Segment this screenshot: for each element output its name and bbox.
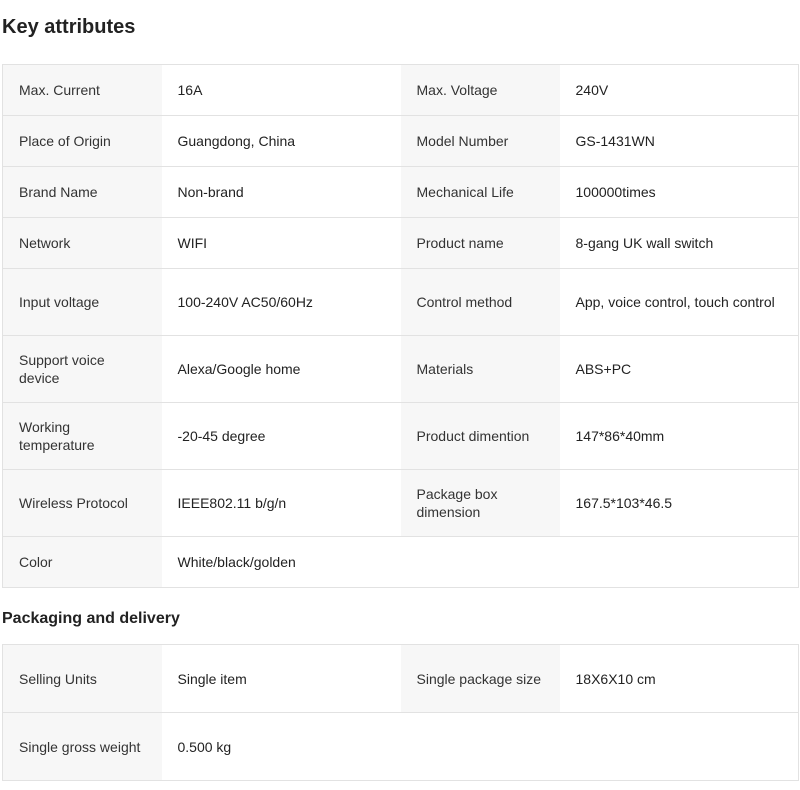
table-row	[3, 403, 799, 470]
attribute-label: Product name	[401, 218, 560, 269]
table-row	[3, 116, 799, 167]
attribute-label: Max. Voltage	[401, 65, 560, 116]
table-row	[3, 336, 799, 403]
table-row	[3, 167, 799, 218]
key-attributes-table	[2, 64, 799, 588]
attribute-value: Guangdong, China	[162, 116, 401, 167]
table-row	[3, 537, 799, 588]
attribute-label: Support voice device	[3, 336, 162, 403]
table-row	[3, 713, 799, 781]
attribute-value: WIFI	[162, 218, 401, 269]
packaging-title: Packaging and delivery	[2, 610, 180, 627]
attribute-label: Materials	[401, 336, 560, 403]
attribute-label: Package box dimension	[401, 470, 560, 537]
attribute-label: Selling Units	[3, 645, 162, 713]
attribute-label: Brand Name	[3, 167, 162, 218]
attribute-value: 8-gang UK wall switch	[560, 218, 799, 269]
attribute-label: Place of Origin	[3, 116, 162, 167]
attribute-value: 167.5*103*46.5	[560, 470, 799, 537]
table-row	[3, 470, 799, 537]
key-attributes-title: Key attributes	[2, 16, 136, 38]
table-row	[3, 65, 799, 116]
attribute-label: Wireless Protocol	[3, 470, 162, 537]
attribute-label: Input voltage	[3, 269, 162, 336]
attribute-label: Network	[3, 218, 162, 269]
table-row	[3, 645, 799, 713]
attribute-value: -20-45 degree	[162, 403, 401, 470]
attribute-value: 100-240V AC50/60Hz	[162, 269, 401, 336]
attribute-label: Product dimention	[401, 403, 560, 470]
empty-cell	[560, 537, 799, 588]
table-row	[3, 218, 799, 269]
attribute-value: 0.500 kg	[162, 713, 401, 781]
attribute-value: 240V	[560, 65, 799, 116]
empty-cell	[401, 713, 560, 781]
table-row	[3, 269, 799, 336]
attribute-value: Alexa/Google home	[162, 336, 401, 403]
attribute-value: 16A	[162, 65, 401, 116]
attribute-value: GS-1431WN	[560, 116, 799, 167]
attribute-label: Color	[3, 537, 162, 588]
packaging-table	[2, 644, 799, 781]
attribute-label: Max. Current	[3, 65, 162, 116]
empty-cell	[401, 537, 560, 588]
attribute-value: Non-brand	[162, 167, 401, 218]
attribute-value: Single item	[162, 645, 401, 713]
attribute-label: Single package size	[401, 645, 560, 713]
empty-cell	[560, 713, 799, 781]
attribute-label: Mechanical Life	[401, 167, 560, 218]
attribute-label: Single gross weight	[3, 713, 162, 781]
attribute-label: Model Number	[401, 116, 560, 167]
attribute-value: IEEE802.11 b/g/n	[162, 470, 401, 537]
attribute-value: 147*86*40mm	[560, 403, 799, 470]
attribute-label: Working temperature	[3, 403, 162, 470]
attribute-value: 100000times	[560, 167, 799, 218]
attribute-value: White/black/golden	[162, 537, 401, 588]
attribute-label: Control method	[401, 269, 560, 336]
attribute-value: ABS+PC	[560, 336, 799, 403]
attribute-value: 18X6X10 cm	[560, 645, 799, 713]
attribute-value: App, voice control, touch control	[560, 269, 799, 336]
